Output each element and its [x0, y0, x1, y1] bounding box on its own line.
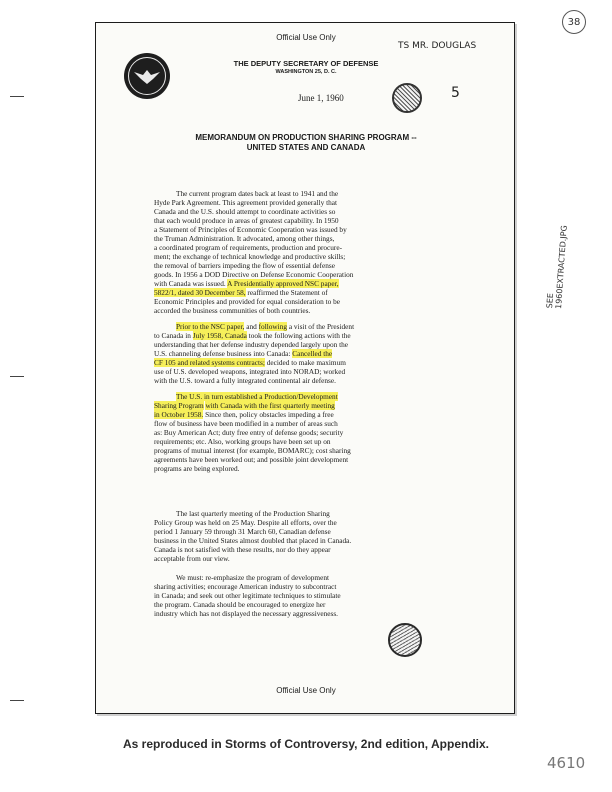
highlight: 5822/1, dated 30 December 58,	[154, 288, 246, 297]
body-line: Hyde Park Agreement. This agreement provided generally that	[154, 198, 338, 207]
body-line: The last quarterly meeting of the Production Sharing	[176, 509, 330, 518]
body-line: as: Buy American Act; duty free entry of defense goods; security	[154, 428, 344, 437]
body-line: the program. Canada should be encouraged to energize her	[154, 600, 326, 609]
memo-page	[95, 22, 515, 714]
margin-note: SEE 1960EXTRACTED.JPG	[545, 225, 569, 310]
body-line: acceptable from our view.	[154, 554, 230, 563]
memo-date: June 1, 1960	[298, 93, 344, 103]
body-line: programs of mutual interest (for example, BOMARC); cost sharing	[154, 446, 351, 455]
body-line: to Canada in July 1958, Canada took the following actions with the	[154, 331, 351, 340]
classification-top: Official Use Only	[276, 33, 336, 42]
highlight: The U.S. in turn established a Production/Development	[176, 392, 338, 401]
reference-number: 4610	[547, 754, 586, 772]
body-line: the removal of barriers impeding the flow of essential defense	[154, 261, 335, 270]
margin-tick	[10, 700, 24, 701]
body-line: with Canada was issued. A Presidentially approved NSC paper,	[154, 279, 339, 288]
body-line: industry which has not displayed the necessary aggressiveness.	[154, 609, 339, 618]
caption: As reproduced in Storms of Controversy, 2nd edition, Appendix.	[122, 737, 490, 751]
body-line: Prior to the NSC paper, and following a visit of the President	[176, 322, 355, 331]
body-line: accorded the business communities of both countries.	[154, 306, 311, 315]
body-line	[176, 392, 338, 401]
body-line: the Truman Administration. It advocated, among other things,	[154, 234, 335, 243]
body-line: CF 105 and related systems contracts; decided to make maximum	[154, 358, 346, 367]
body-line: in Canada; and seek out other legitimate techniques to stimulate	[154, 591, 341, 600]
body-line: ment; the exchange of technical knowledge and productive skills;	[154, 252, 346, 261]
body-line: Canada and the U.S. should attempt to coordinate activities so	[154, 207, 336, 216]
highlight: CF 105 and related systems contracts;	[154, 358, 265, 367]
highlight: July 1958, Canada	[192, 331, 247, 340]
margin-tick	[10, 96, 24, 97]
received-stamp-icon	[392, 83, 422, 113]
body-line	[154, 401, 335, 410]
body-line: programs are being explored.	[154, 464, 240, 473]
body-line: We must: re-emphasize the program of development	[176, 573, 329, 582]
body-line: in October 1958. Since then, policy obstacles impeding a free	[154, 410, 334, 419]
office-city: WASHINGTON 25, D. C.	[275, 69, 337, 75]
highlight: Sharing Program	[154, 401, 204, 410]
highlight: in October 1958.	[154, 410, 204, 419]
highlight: Cancelled the	[292, 349, 333, 358]
highlight: with Canada with the first quarterly meeting	[205, 401, 335, 410]
body-line: a coordinated program of requirements, production and procure-	[154, 243, 343, 252]
memo-title-line-1: MEMORANDUM ON PRODUCTION SHARING PROGRAM --	[195, 133, 417, 142]
margin-tick	[10, 376, 24, 377]
circled-page-number: 38	[562, 10, 586, 34]
handwritten-addressee: TS MR. DOUGLAS	[398, 41, 477, 51]
body-line: understanding that her defense industry depended largely upon the	[154, 340, 348, 349]
bottom-stamp-icon	[388, 623, 422, 657]
body-line: business in the United States almost doubled that placed in Canada.	[154, 536, 352, 545]
office-heading: THE DEPUTY SECRETARY OF DEFENSE	[233, 59, 379, 68]
body-line: Economic Principles and provided for equal consideration to be	[154, 297, 341, 306]
body-line: goods. In 1956 a DOD Directive on Defense Economic Cooperation	[154, 270, 354, 279]
body-line: Canada is not satisfied with these results, nor do they appear	[154, 545, 331, 554]
body-line: Policy Group was held on 25 May. Despite all efforts, over the	[154, 518, 337, 527]
highlight: following	[258, 322, 288, 331]
page-mark: 5	[451, 85, 460, 101]
body-line: 5822/1, dated 30 December 58, reaffirmed the Statement of	[154, 288, 328, 297]
body-line: a Statement of Principles of Economic Cooperation was issued by	[154, 225, 347, 234]
body-line: period 1 January 59 through 31 March 60, Canadian defense	[154, 527, 331, 536]
body-line: that each would produce in areas of greatest capability. In 1950	[154, 216, 339, 225]
memo-title-line-2: UNITED STATES AND CANADA	[246, 143, 366, 152]
body-line: flow of business have been modified in a number of areas such	[154, 419, 338, 428]
body-line: with the U.S. toward a fully integrated continental air defense.	[154, 376, 336, 385]
body-line: U.S. channeling defense business into Canada: Cancelled the	[154, 349, 333, 358]
highlight: A Presidentially approved NSC paper,	[227, 279, 339, 288]
highlight: Prior to the NSC paper,	[176, 322, 245, 331]
body-line: agreements have been worked out; and possible joint development	[154, 455, 349, 464]
body-line: requirements; etc. Also, working groups have been set up on	[154, 437, 331, 446]
classification-bottom: Official Use Only	[276, 686, 336, 695]
body-line: use of U.S. developed weapons, integrated into NORAD; worked	[154, 367, 346, 376]
body-line: The current program dates back at least to 1941 and the	[176, 189, 339, 198]
body-line: sharing activities; encourage American industry to subcontract	[154, 582, 337, 591]
